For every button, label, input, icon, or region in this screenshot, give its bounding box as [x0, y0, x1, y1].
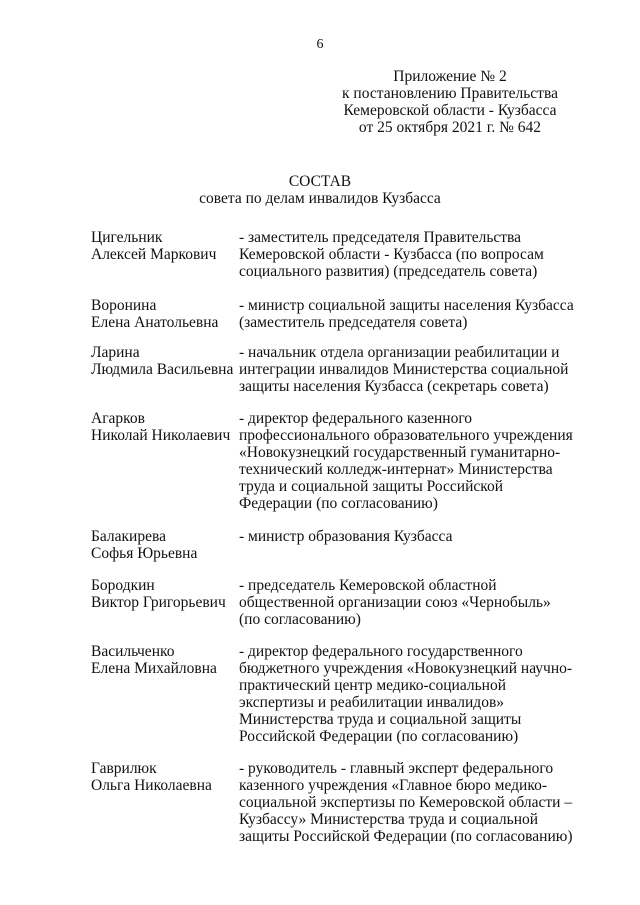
member-name — [91, 577, 239, 611]
role-line: бюджетного учреждения «Новокузнецкий научно- — [239, 660, 573, 677]
member-role — [239, 229, 581, 280]
role-line: - министр образования Кузбасса — [239, 528, 453, 545]
member-name — [91, 643, 239, 677]
member-name — [91, 229, 239, 263]
role-line: - начальник отдела организации реабилитации и — [239, 344, 560, 361]
member-entry — [91, 297, 581, 331]
role-line: практический центр медико-социальной — [239, 677, 507, 694]
member-role — [239, 528, 581, 545]
role-line: - министр социальной защиты населения Кузбасса — [239, 297, 574, 314]
title-heading: СОСТАВ — [288, 173, 352, 190]
member-role — [239, 297, 581, 331]
member-role — [239, 410, 581, 512]
role-line: экспертизы и реабилитации инвалидов» — [239, 694, 505, 711]
member-entry — [91, 410, 581, 512]
member-surname: Ларина — [91, 344, 140, 361]
role-line: казенного учреждения «Главное бюро медико- — [239, 777, 547, 794]
role-line: «Новокузнецкий государственный гуманитарно- — [239, 444, 561, 461]
member-list — [91, 229, 581, 845]
member-given-name: Николай Николаевич — [91, 427, 231, 444]
member-name — [91, 410, 239, 444]
member-role — [239, 643, 581, 745]
role-line: Российской Федерации (по согласованию) — [239, 728, 519, 745]
member-name — [91, 297, 239, 331]
member-entry — [91, 528, 581, 562]
role-line: профессионального образовательного учреждения — [239, 427, 573, 444]
member-surname: Бородкин — [91, 577, 155, 594]
member-given-name: Ольга Николаевна — [91, 777, 212, 794]
member-name — [91, 344, 239, 378]
member-entry — [91, 229, 581, 280]
member-entry — [91, 760, 581, 845]
role-line: - руководитель - главный эксперт федерального — [239, 760, 554, 777]
member-entry — [91, 577, 581, 628]
page-number: 6 — [316, 37, 324, 52]
role-line: Федерации (по согласованию) — [239, 495, 438, 512]
member-role — [239, 577, 581, 628]
role-line: (по согласованию) — [239, 611, 361, 628]
role-line: (заместитель председателя совета) — [239, 314, 468, 331]
role-line: защиты населения Кузбасса (секретарь совета) — [239, 378, 549, 395]
role-line: - председатель Кемеровской областной — [239, 577, 497, 594]
member-surname: Васильченко — [91, 643, 175, 660]
role-line: социального развития) (председатель совета) — [239, 263, 538, 280]
member-given-name: Елена Анатольевна — [91, 314, 219, 331]
document-title — [0, 173, 640, 207]
role-line: интеграции инвалидов Министерства социальной — [239, 361, 569, 378]
member-given-name: Виктор Григорьевич — [91, 594, 226, 611]
appendix-line: к постановлению Правительства — [342, 85, 558, 102]
role-line: - директор федерального казенного — [239, 410, 473, 427]
member-surname: Воронина — [91, 297, 157, 314]
role-line: социальной экспертизы по Кемеровской области – — [239, 794, 573, 811]
role-line: Кузбассу» Министерства труда и социальной — [239, 811, 539, 828]
role-line: технический колледж-интернат» Министерства — [239, 461, 553, 478]
appendix-header — [330, 68, 570, 136]
role-line: труда и социальной защиты Российской — [239, 478, 504, 495]
member-surname: Цигельник — [91, 229, 163, 246]
member-name — [91, 528, 239, 562]
member-role — [239, 760, 581, 845]
role-line: - заместитель председателя Правительства — [239, 229, 522, 246]
appendix-line: Приложение № 2 — [393, 68, 507, 85]
member-given-name: Елена Михайловна — [91, 660, 217, 677]
member-given-name: Людмила Васильевна — [91, 361, 234, 378]
member-role — [239, 344, 581, 395]
role-line: Министерства труда и социальной защиты — [239, 711, 522, 728]
member-surname: Агарков — [91, 410, 145, 427]
role-line: Кемеровской области - Кузбасса (по вопросам — [239, 246, 544, 263]
appendix-line: Кемеровской области - Кузбасса — [343, 102, 557, 119]
member-name — [91, 760, 239, 794]
member-entry — [91, 344, 581, 395]
member-surname: Гаврилюк — [91, 760, 157, 777]
role-line: общественной организации союз «Чернобыль» — [239, 594, 551, 611]
member-given-name: Софья Юрьевна — [91, 545, 198, 562]
member-entry — [91, 643, 581, 745]
member-given-name: Алексей Маркович — [91, 246, 217, 263]
member-surname: Балакирева — [91, 528, 166, 545]
role-line: - директор федерального государственного — [239, 643, 523, 660]
title-subheading: совета по делам инвалидов Кузбасса — [199, 190, 441, 207]
appendix-line: от 25 октября 2021 г. № 642 — [358, 119, 542, 136]
role-line: защиты Российской Федерации (по согласованию) — [239, 828, 573, 845]
